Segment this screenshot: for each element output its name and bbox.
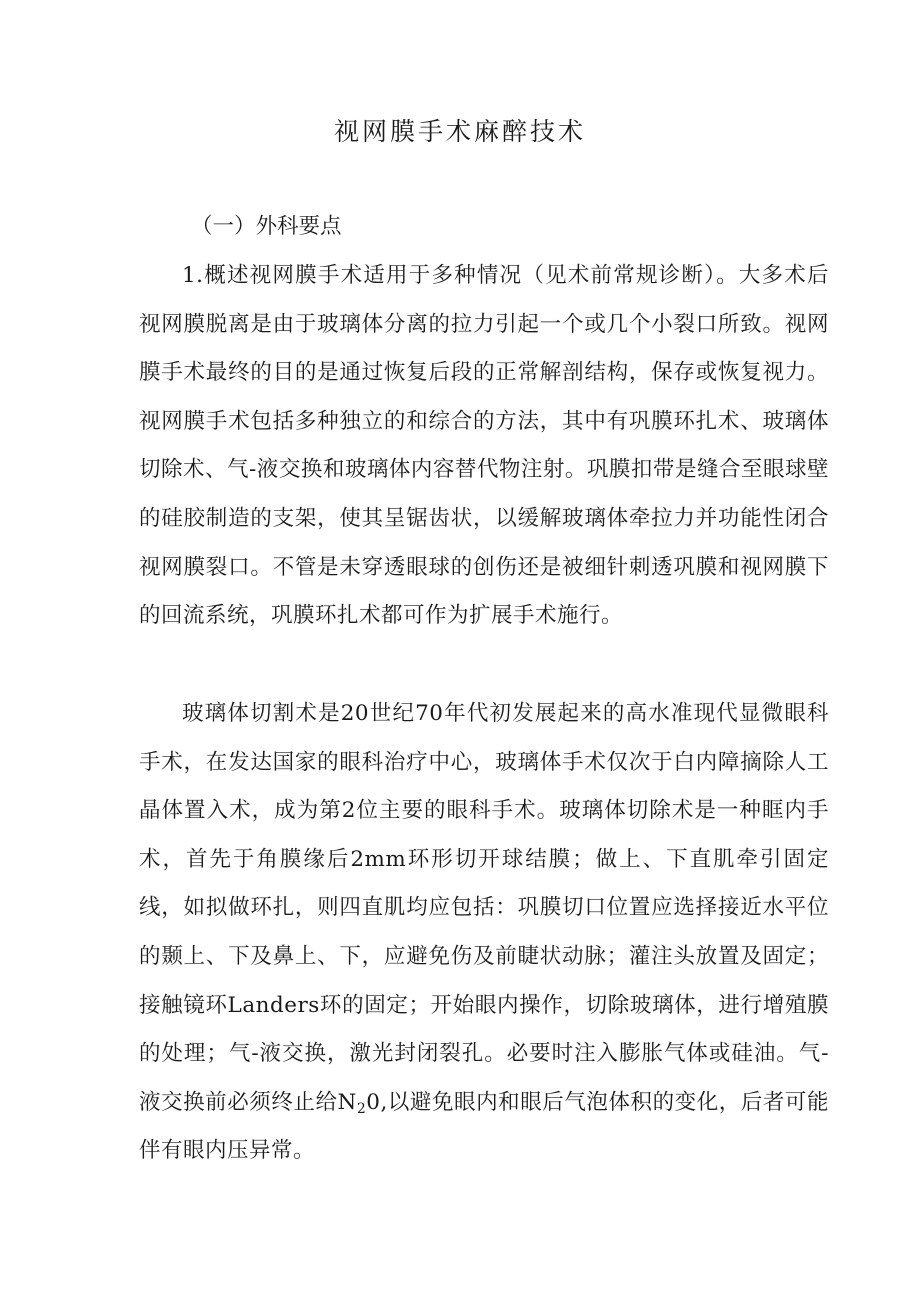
section-heading: （一）外科要点: [191, 214, 342, 239]
paragraph-overview: 1.概述视网膜手术适用于多种情况（见术前常规诊断）。大多术后视网膜脱离是由于玻璃体分离的拉力引起一个或几个小裂口所致。视网膜手术最终的目的是通过恢复后段的正常解剖结构，保存或恢复视力。视网膜手术包括多种独立的和综合的方法，其中有巩膜环扎术、玻璃体切除术、气-液交换和玻璃体内容替代物注射。巩膜扣带是缝合至眼球壁的硅胶制造的支架，使其呈锯齿状，以缓解玻璃体牵拉力并功能性闭合视网膜裂口。不管是未穿透眼球的创伤还是被细针刺透巩膜和视网膜下的回流系统，巩膜环扎术都可作为扩展手术施行。: [139, 263, 829, 629]
paragraph-vitrectomy: [139, 690, 829, 1176]
nitrous-oxide-subscript: 2: [356, 1100, 367, 1117]
document-title: 视网膜手术麻醉技术: [333, 117, 586, 146]
paragraph-vitrectomy-main: 玻璃体切割术是20世纪70年代初发展起来的高水准现代显微眼科手术，在发达国家的眼科治疗中心，玻璃体手术仅次于白内障摘除人工晶体置入术，成为第2位主要的眼科手术。玻璃体切除术是一种眶内手术，首先于角膜缘后2mm环形切开球结膜；做上、下直肌牵引固定线，如拟做环扎，则四直肌均应包括：巩膜切口位置应选择接近水平位的颞上、下及鼻上、下，应避免伤及前睫状动脉；灌注头放置及固定；接触镜环Landers环的固定；开始眼内操作，切除玻璃体，进行增殖膜的处理；气-液交换，激光封闭裂孔。必要时注入膨胀气体或硅油。气-液交换前必须终止给N: [139, 701, 829, 1115]
paragraph-vitrectomy-tail: 0,以避免眼内和眼后气泡体积的变化，后者可能伴有眼内压异常。: [139, 1089, 829, 1164]
